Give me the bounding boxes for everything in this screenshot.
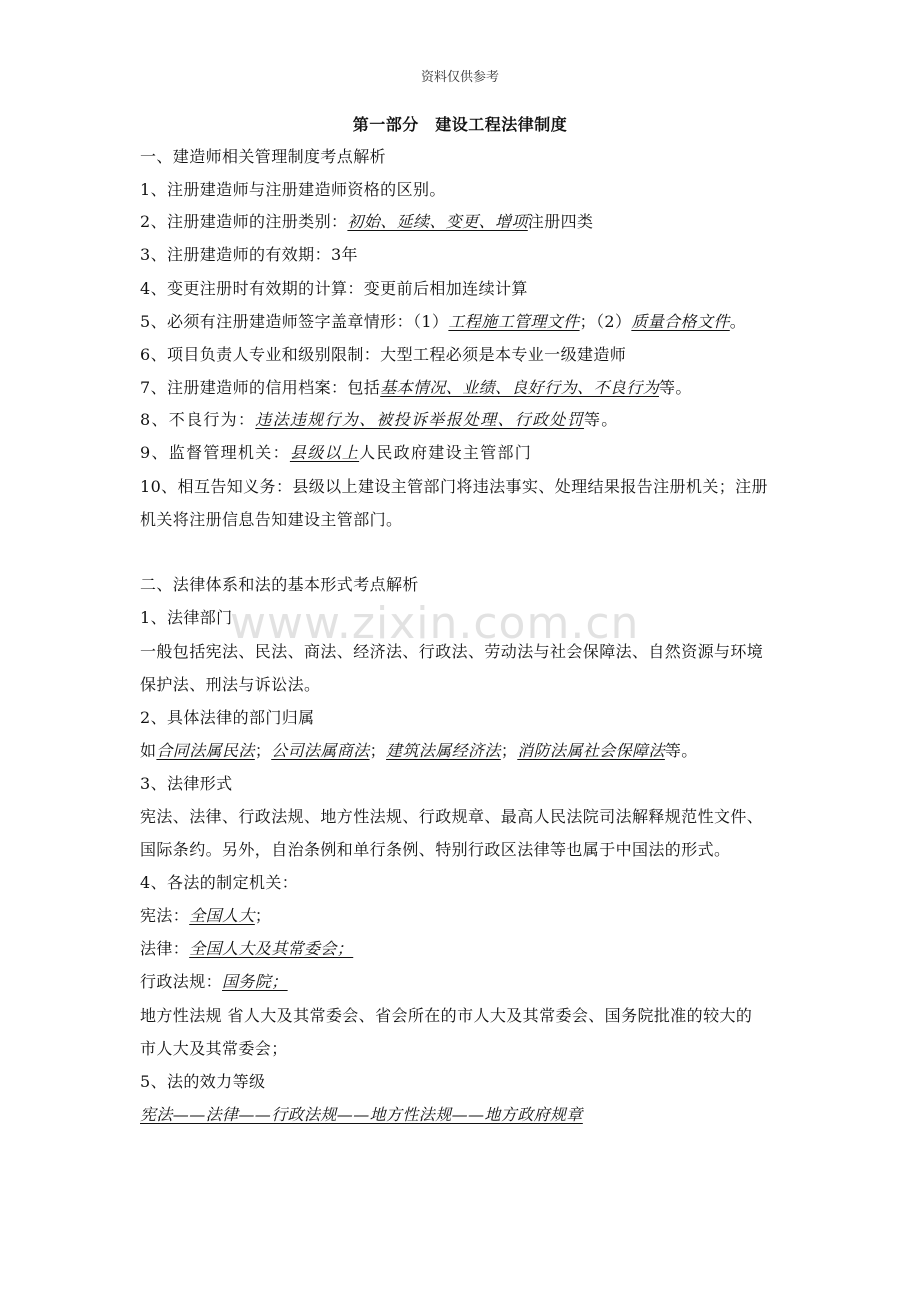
para-1-line1: 一般包括宪法、民法、商法、经济法、行政法、劳动法与社会保障法、自然资源与环境 <box>140 642 764 661</box>
para-2: 如合同法属民法；公司法属商法；建筑法属经济法；消防法属社会保障法等。 <box>140 741 698 760</box>
underlined-term: 全国人大 <box>189 906 255 925</box>
sub-2: 2、具体法律的部门归属 <box>140 708 315 727</box>
watermark: www.zixin.com.cn <box>230 598 640 649</box>
underlined-term: 消防法属社会保障法 <box>517 741 665 760</box>
body-xingzhengfagui: 行政法规：国务院； <box>140 972 288 991</box>
underlined-term: 全国人大及其常委会； <box>189 939 354 958</box>
page-header: 资料仅供参考 <box>420 70 499 85</box>
item-3: 3、注册建造师的有效期：3年 <box>140 245 358 264</box>
sub-3: 3、法律形式 <box>140 774 233 793</box>
underlined-term: 违法违规行为、被投诉举报处理、行政处罚 <box>255 410 584 429</box>
underlined-term: 质量合格文件 <box>631 312 730 331</box>
underlined-term: 县级以上 <box>289 443 360 462</box>
body-falv: 法律：全国人大及其常委会； <box>140 939 354 958</box>
item-4: 4、变更注册时有效期的计算：变更前后相加连续计算 <box>140 279 528 298</box>
underlined-term: 初始、延续、变更、增项 <box>347 212 528 231</box>
underlined-term: 公司法属商法 <box>271 741 370 760</box>
item-1: 1、注册建造师与注册建造师资格的区别。 <box>140 180 446 199</box>
item-8: 8、不良行为：违法违规行为、被投诉举报处理、行政处罚等。 <box>140 410 619 429</box>
sub-4: 4、各法的制定机关： <box>140 873 299 892</box>
section2-heading: 二、法律体系和法的基本形式考点解析 <box>140 575 419 594</box>
sub-5: 5、法的效力等级 <box>140 1072 266 1091</box>
item-9: 9、监督管理机关：县级以上人民政府建设主管部门 <box>140 443 533 462</box>
para-3-line1: 宪法、法律、行政法规、地方性法规、行政规章、最高人民法院司法解释规范性文件、 <box>140 807 764 826</box>
item-7: 7、注册建造师的信用档案：包括基本情况、业绩、良好行为、不良行为等。 <box>140 378 692 397</box>
body-difangxingfagui-line1: 地方性法规 省人大及其常委会、省会所在的市人大及其常委会、国务院批准的较大的 <box>140 1006 753 1025</box>
underlined-term: 宪法——法律——行政法规——地方性法规——地方政府规章 <box>140 1105 583 1124</box>
underlined-term: 合同法属民法 <box>156 741 255 760</box>
para-1-line2: 保护法、刑法与诉讼法。 <box>140 675 321 694</box>
item-5: 5、必须有注册建造师签字盖章情形：（1）工程施工管理文件；（2）质量合格文件。 <box>140 312 747 331</box>
page-title: 第一部分 建设工程法律制度 <box>352 115 568 134</box>
item-10-line2: 机关将注册信息告知建设主管部门。 <box>140 510 403 529</box>
para-3-line2: 国际条约。另外，自治条例和单行条例、特别行政区法律等也属于中国法的形式。 <box>140 840 731 859</box>
body-xianfa: 宪法：全国人大； <box>140 906 272 925</box>
hierarchy-line <box>140 1104 583 1126</box>
underlined-term: 建筑法属经济法 <box>386 741 501 760</box>
section1-heading: 一、建造师相关管理制度考点解析 <box>140 147 387 166</box>
sub-1: 1、法律部门 <box>140 608 233 627</box>
item-6: 6、项目负责人专业和级别限制：大型工程必须是本专业一级建造师 <box>140 345 627 364</box>
underlined-term: 国务院； <box>222 972 288 991</box>
item-10-line1: 10、相互告知义务：县级以上建设主管部门将违法事实、处理结果报告注册机关；注册 <box>140 477 768 496</box>
body-difangxingfagui-line2: 市人大及其常委会； <box>140 1039 288 1058</box>
underlined-term: 工程施工管理文件 <box>448 312 580 331</box>
item-2: 2、注册建造师的注册类别：初始、延续、变更、增项注册四类 <box>140 212 594 231</box>
underlined-term: 基本情况、业绩、良好行为、不良行为 <box>380 378 659 397</box>
